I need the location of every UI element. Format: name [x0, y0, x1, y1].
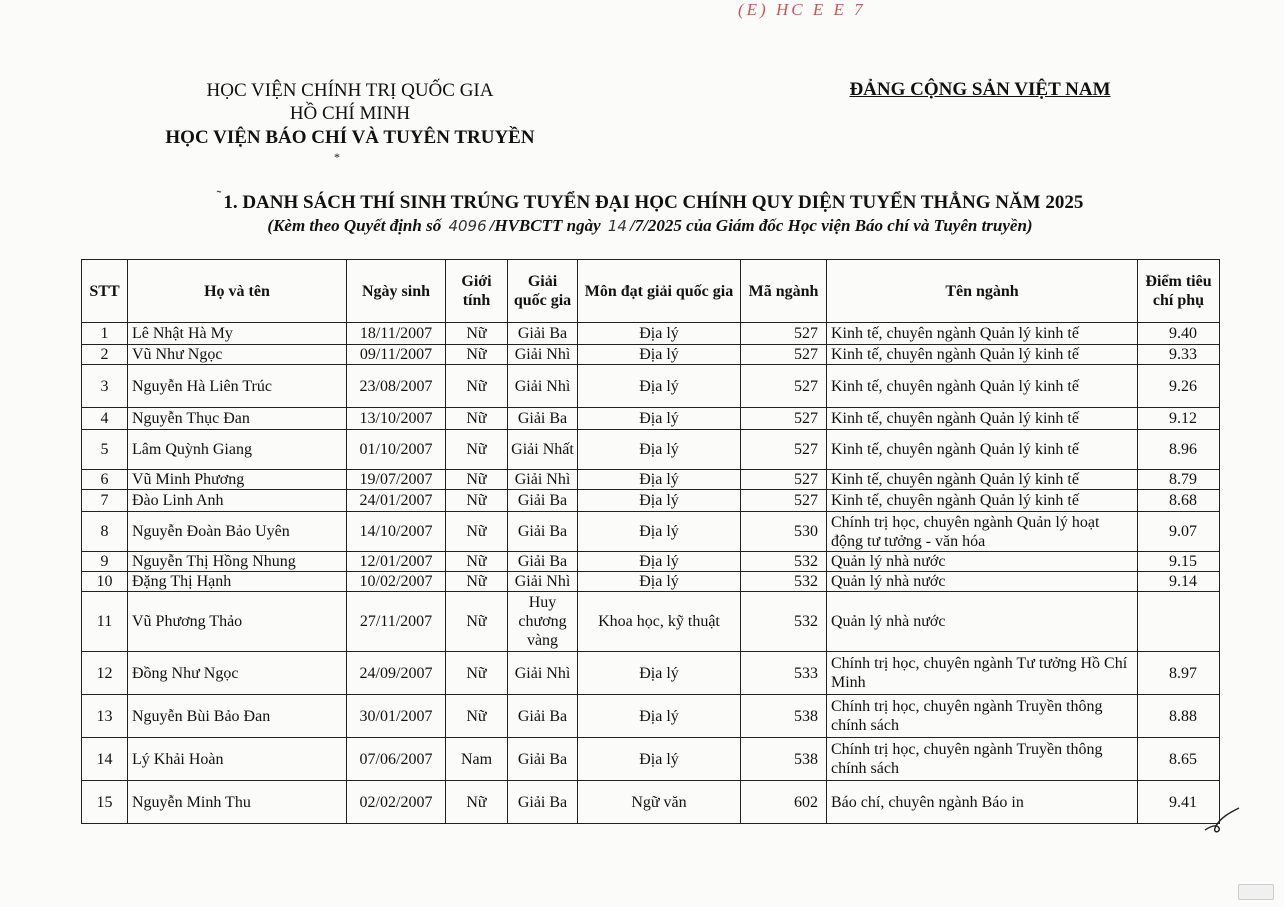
cell-subject: Địa lý [578, 323, 741, 345]
cell-stt: 12 [82, 652, 128, 695]
cell-stt: 8 [82, 512, 128, 552]
cell-score: 8.88 [1138, 695, 1220, 738]
cell-score: 9.33 [1138, 345, 1220, 365]
cell-subject: Địa lý [578, 345, 741, 365]
cell-sex: Nữ [446, 430, 508, 470]
cell-major: Chính trị học, chuyên ngành Tư tưởng Hồ Chí Minh [827, 652, 1138, 695]
table-row [82, 552, 1220, 572]
col-header-prize: Giải quốc gia [508, 260, 578, 323]
table-row [82, 490, 1220, 512]
cell-score: 9.40 [1138, 323, 1220, 345]
cell-subject: Địa lý [578, 512, 741, 552]
col-header-dob: Ngày sinh [347, 260, 446, 323]
cell-code: 530 [741, 512, 827, 552]
cell-prize: Giải Ba [508, 552, 578, 572]
cell-dob: 24/09/2007 [347, 652, 446, 695]
cell-sex: Nữ [446, 470, 508, 490]
cell-major: Báo chí, chuyên ngành Báo in [827, 781, 1138, 824]
cell-subject: Địa lý [578, 738, 741, 781]
cell-major: Kinh tế, chuyên ngành Quản lý kinh tế [827, 430, 1138, 470]
cell-prize: Giải Ba [508, 512, 578, 552]
cell-score: 9.41 [1138, 781, 1220, 824]
col-header-code: Mã ngành [741, 260, 827, 323]
document-subtitle [0, 216, 1284, 236]
cell-name: Nguyễn Thị Hồng Nhung [128, 552, 347, 572]
decision-day-handwritten: 14 [607, 217, 627, 235]
cell-stt: 13 [82, 695, 128, 738]
cell-major: Chính trị học, chuyên ngành Truyền thông chính sách [827, 738, 1138, 781]
cell-score: 9.14 [1138, 572, 1220, 592]
document-title [0, 189, 1284, 214]
cell-name: Đồng Như Ngọc [128, 652, 347, 695]
col-header-stt: STT [82, 260, 128, 323]
cell-major: Kinh tế, chuyên ngành Quản lý kinh tế [827, 345, 1138, 365]
cell-name: Lý Khải Hoàn [128, 738, 347, 781]
cell-dob: 02/02/2007 [347, 781, 446, 824]
cell-subject: Địa lý [578, 695, 741, 738]
cell-code: 527 [741, 490, 827, 512]
cell-subject: Địa lý [578, 408, 741, 430]
cell-code: 538 [741, 695, 827, 738]
scanner-watermark [1238, 884, 1274, 900]
cell-stt: 2 [82, 345, 128, 365]
cell-code: 527 [741, 323, 827, 345]
cell-sex: Nữ [446, 552, 508, 572]
cell-subject: Địa lý [578, 470, 741, 490]
col-header-score: Điểm tiêu chí phụ [1138, 260, 1220, 323]
table-row [82, 592, 1220, 652]
cell-name: Lê Nhật Hà My [128, 323, 347, 345]
cell-score: 8.97 [1138, 652, 1220, 695]
issuer-line-3: HỌC VIỆN BÁO CHÍ VÀ TUYÊN TRUYỀN [165, 127, 535, 148]
col-header-major: Tên ngành [827, 260, 1138, 323]
table-row [82, 408, 1220, 430]
cell-major: Chính trị học, chuyên ngành Truyền thông chính sách [827, 695, 1138, 738]
issuer-line-1: HỌC VIỆN CHÍNH TRỊ QUỐC GIA [206, 80, 494, 101]
col-header-sex: Giới tính [446, 260, 508, 323]
cell-code: 532 [741, 592, 827, 652]
cell-prize: Giải Nhì [508, 572, 578, 592]
subtitle-middle: /HVBCTT ngày [489, 216, 601, 235]
cell-major: Kinh tế, chuyên ngành Quản lý kinh tế [827, 490, 1138, 512]
table-row [82, 572, 1220, 592]
cell-dob: 14/10/2007 [347, 512, 446, 552]
issuer-header [110, 78, 590, 163]
cell-stt: 6 [82, 470, 128, 490]
cell-score: 9.07 [1138, 512, 1220, 552]
cell-subject: Khoa học, kỹ thuật [578, 592, 741, 652]
cell-dob: 12/01/2007 [347, 552, 446, 572]
cell-stt: 4 [82, 408, 128, 430]
table-row [82, 512, 1220, 552]
table-row [82, 652, 1220, 695]
cell-sex: Nữ [446, 512, 508, 552]
cell-name: Nguyễn Bùi Bảo Đan [128, 695, 347, 738]
cell-prize: Giải Ba [508, 490, 578, 512]
cell-dob: 27/11/2007 [347, 592, 446, 652]
handwritten-tick-icon: ˜ [216, 189, 222, 204]
cell-dob: 09/11/2007 [347, 345, 446, 365]
table-row [82, 470, 1220, 490]
signature-mark-icon [1203, 806, 1243, 836]
cell-sex: Nữ [446, 365, 508, 408]
cell-prize: Huy chương vàng [508, 592, 578, 652]
cell-prize: Giải Nhất [508, 430, 578, 470]
cell-code: 527 [741, 365, 827, 408]
cell-name: Nguyễn Đoàn Bảo Uyên [128, 512, 347, 552]
cell-name: Lâm Quỳnh Giang [128, 430, 347, 470]
cell-stt: 11 [82, 592, 128, 652]
cell-dob: 13/10/2007 [347, 408, 446, 430]
cell-score: 8.68 [1138, 490, 1220, 512]
cell-subject: Địa lý [578, 652, 741, 695]
cell-sex: Nữ [446, 592, 508, 652]
cell-sex: Nữ [446, 490, 508, 512]
cell-prize: Giải Ba [508, 323, 578, 345]
cell-code: 538 [741, 738, 827, 781]
cell-dob: 24/01/2007 [347, 490, 446, 512]
table-body [82, 323, 1220, 824]
cell-code: 532 [741, 572, 827, 592]
cell-sex: Nữ [446, 652, 508, 695]
subtitle-prefix: (Kèm theo Quyết định số [267, 216, 442, 235]
col-header-subject: Môn đạt giải quốc gia [578, 260, 741, 323]
cell-major: Chính trị học, chuyên ngành Quản lý hoạt động tư tưởng - văn hóa [827, 512, 1138, 552]
cell-major: Quản lý nhà nước [827, 552, 1138, 572]
cell-stt: 15 [82, 781, 128, 824]
admission-table [81, 259, 1220, 824]
cell-score: 8.79 [1138, 470, 1220, 490]
cell-code: 532 [741, 552, 827, 572]
cell-name: Nguyễn Hà Liên Trúc [128, 365, 347, 408]
cell-code: 527 [741, 408, 827, 430]
cell-prize: Giải Ba [508, 738, 578, 781]
cell-name: Nguyễn Minh Thu [128, 781, 347, 824]
cell-sex: Nữ [446, 345, 508, 365]
cell-name: Vũ Như Ngọc [128, 345, 347, 365]
cell-major: Kinh tế, chuyên ngành Quản lý kinh tế [827, 470, 1138, 490]
cell-subject: Địa lý [578, 490, 741, 512]
cell-major: Kinh tế, chuyên ngành Quản lý kinh tế [827, 365, 1138, 408]
cell-prize: Giải Nhì [508, 652, 578, 695]
table-row [82, 781, 1220, 824]
cell-sex: Nữ [446, 408, 508, 430]
red-stamp-fragment: (E) HC E E 7 [738, 0, 866, 19]
cell-name: Vũ Minh Phương [128, 470, 347, 490]
table-header-row [82, 260, 1220, 323]
cell-code: 533 [741, 652, 827, 695]
subtitle-suffix: /7/2025 của Giám đốc Học viện Báo chí và Tuyên truyền) [629, 216, 1033, 235]
cell-sex: Nữ [446, 323, 508, 345]
issuer-line-2: HỒ CHÍ MINH [289, 103, 411, 124]
cell-stt: 1 [82, 323, 128, 345]
cell-score: 8.96 [1138, 430, 1220, 470]
cell-code: 527 [741, 345, 827, 365]
cell-stt: 3 [82, 365, 128, 408]
cell-sex: Nữ [446, 572, 508, 592]
cell-dob: 01/10/2007 [347, 430, 446, 470]
cell-major: Quản lý nhà nước [827, 572, 1138, 592]
issuer-mark: * [334, 150, 340, 164]
cell-dob: 18/11/2007 [347, 323, 446, 345]
cell-prize: Giải Nhì [508, 345, 578, 365]
cell-stt: 10 [82, 572, 128, 592]
table-row [82, 323, 1220, 345]
cell-subject: Địa lý [578, 572, 741, 592]
cell-prize: Giải Nhì [508, 365, 578, 408]
table-row [82, 345, 1220, 365]
cell-stt: 7 [82, 490, 128, 512]
cell-name: Nguyễn Thục Đan [128, 408, 347, 430]
cell-major: Kinh tế, chuyên ngành Quản lý kinh tế [827, 408, 1138, 430]
cell-dob: 30/01/2007 [347, 695, 446, 738]
cell-stt: 14 [82, 738, 128, 781]
cell-code: 527 [741, 470, 827, 490]
cell-score: 9.26 [1138, 365, 1220, 408]
cell-dob: 07/06/2007 [347, 738, 446, 781]
cell-dob: 23/08/2007 [347, 365, 446, 408]
cell-dob: 19/07/2007 [347, 470, 446, 490]
cell-subject: Địa lý [578, 552, 741, 572]
cell-score: 9.15 [1138, 552, 1220, 572]
cell-subject: Địa lý [578, 430, 741, 470]
cell-stt: 9 [82, 552, 128, 572]
cell-prize: Giải Ba [508, 408, 578, 430]
cell-sex: Nữ [446, 781, 508, 824]
cell-code: 527 [741, 430, 827, 470]
table-row [82, 738, 1220, 781]
cell-score: 8.65 [1138, 738, 1220, 781]
cell-dob: 10/02/2007 [347, 572, 446, 592]
table-row [82, 695, 1220, 738]
cell-sex: Nam [446, 738, 508, 781]
cell-prize: Giải Ba [508, 781, 578, 824]
cell-name: Đặng Thị Hạnh [128, 572, 347, 592]
cell-score: 9.12 [1138, 408, 1220, 430]
table-row [82, 365, 1220, 408]
cell-prize: Giải Nhì [508, 470, 578, 490]
cell-subject: Địa lý [578, 365, 741, 408]
cell-score [1138, 592, 1220, 652]
party-header: ĐẢNG CỘNG SẢN VIỆT NAM [849, 79, 1111, 100]
cell-name: Vũ Phương Thảo [128, 592, 347, 652]
cell-major: Kinh tế, chuyên ngành Quản lý kinh tế [827, 323, 1138, 345]
cell-code: 602 [741, 781, 827, 824]
cell-prize: Giải Ba [508, 695, 578, 738]
cell-stt: 5 [82, 430, 128, 470]
cell-name: Đào Linh Anh [128, 490, 347, 512]
cell-sex: Nữ [446, 695, 508, 738]
cell-major: Quản lý nhà nước [827, 592, 1138, 652]
col-header-name: Họ và tên [128, 260, 347, 323]
document-title-text: 1. DANH SÁCH THÍ SINH TRÚNG TUYỂN ĐẠI HỌC CHÍNH QUY DIỆN TUYỂN THẲNG NĂM 2025 [223, 192, 1084, 213]
table-row [82, 430, 1220, 470]
cell-subject: Ngữ văn [578, 781, 741, 824]
decision-number-handwritten: 4096 [448, 217, 487, 235]
